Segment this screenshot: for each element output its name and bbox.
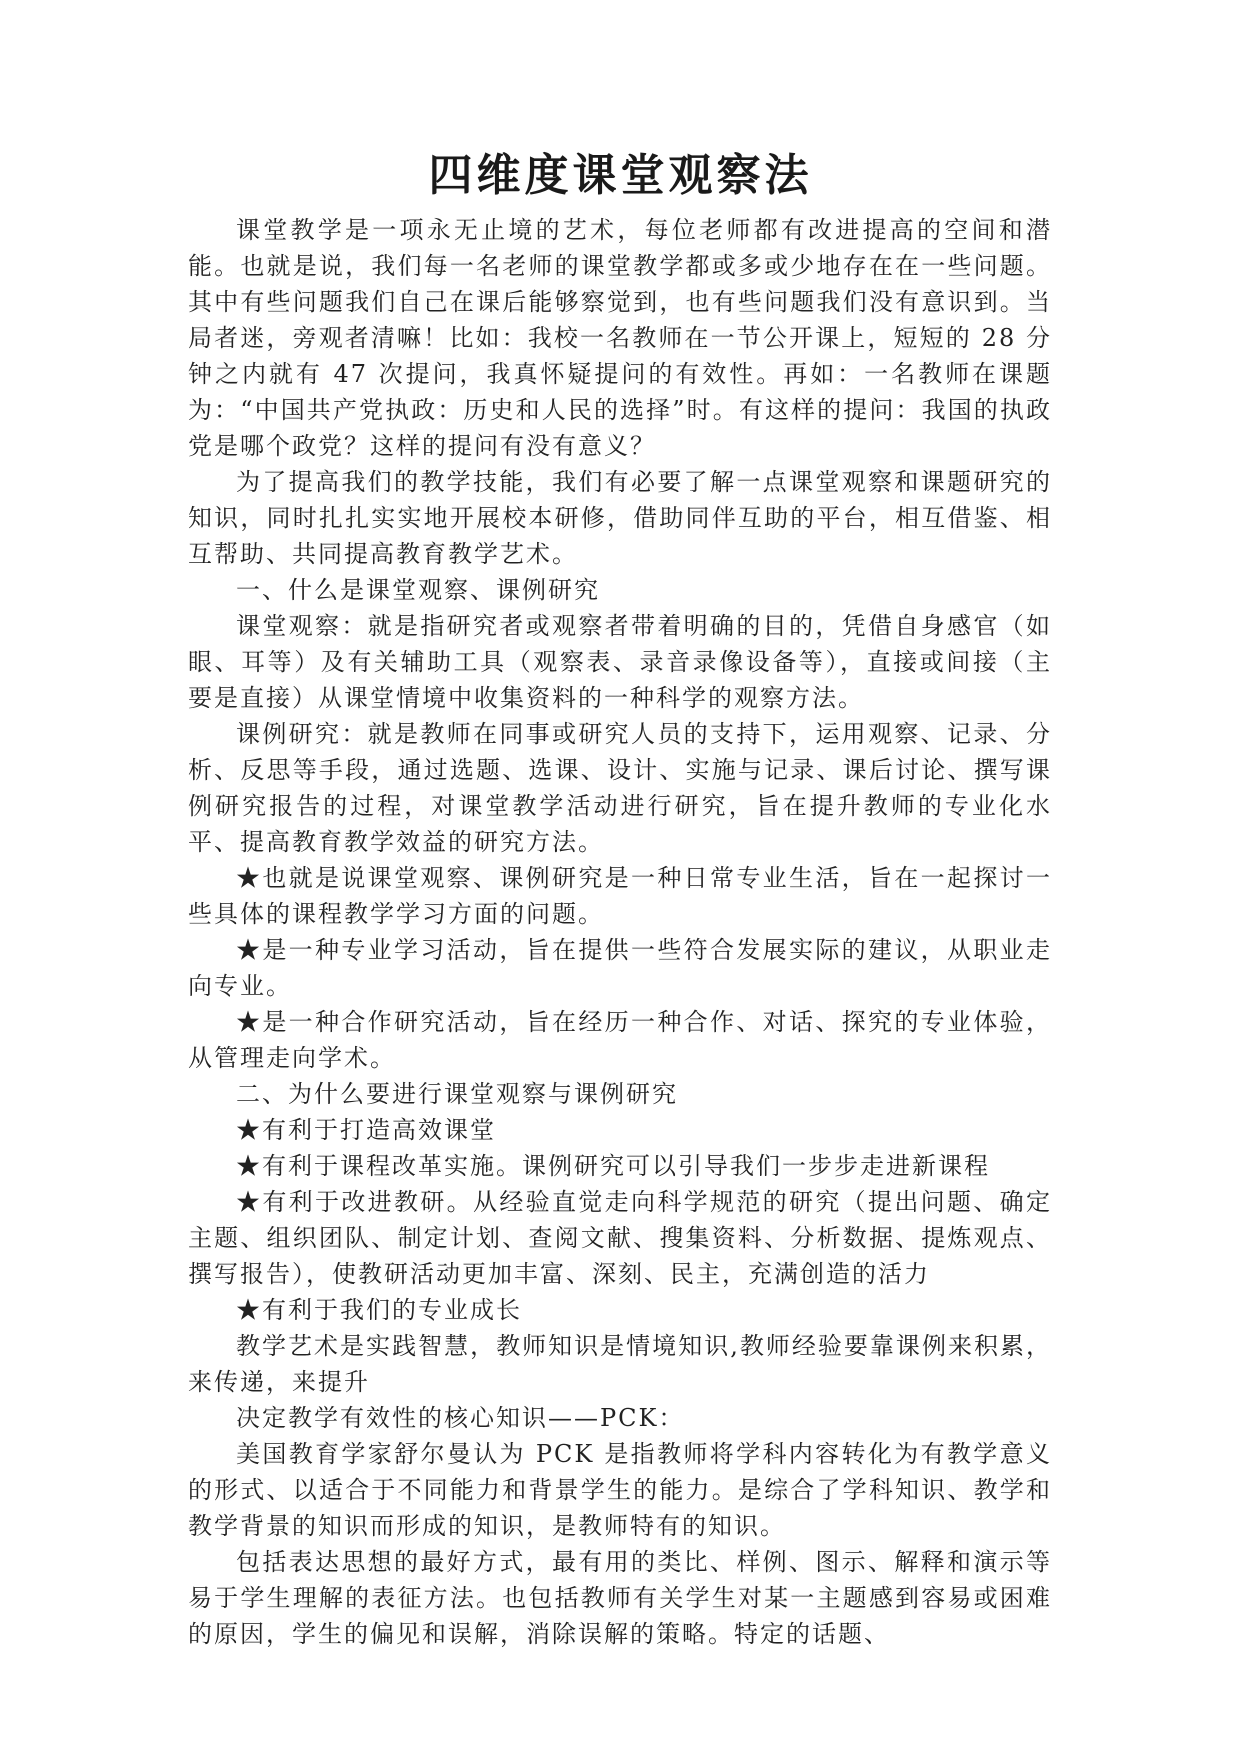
document-body <box>188 212 1052 1652</box>
star-bullet-item: ★有利于我们的专业成长 <box>236 1296 522 1324</box>
section-heading: 二、为什么要进行课堂观察与课例研究 <box>236 1080 678 1108</box>
star-bullet-item: ★有利于打造高效课堂 <box>236 1116 496 1144</box>
star-bullet-item: ★有利于课程改革实施。课例研究可以引导我们一步步走进新课程 <box>236 1152 990 1180</box>
paragraph: 决定教学有效性的核心知识——PCK： <box>236 1404 685 1432</box>
paragraph: 课堂教学是一项永无止境的艺术，每位老师都有改进提高的空间和潜能。也就是说，我们每一名老师的课堂教学都或多或少地存在在一些问题。其中有些问题我们自己在课后能够察觉到，也有些问题我们没有意识到。当局者迷，旁观者清嘛！比如：我校一名教师在一节公开课上，短短的 28 分钟之内就有 47 次提问，我真怀疑提问的有效性。再如：一名教师在课题为：“中国共产党执政：历史和人民的选择”时。有这样的提问：我国的执政党是哪个政党？这样的提问有没有意义？ <box>188 216 1052 460</box>
paragraph: 教学艺术是实践智慧，教师知识是情境知识,教师经验要靠课例来积累，来传递，来提升 <box>188 1332 1052 1396</box>
document-title: 四维度课堂观察法 <box>428 150 813 201</box>
star-bullet-item: ★也就是说课堂观察、课例研究是一种日常专业生活，旨在一起探讨一些具体的课程教学学习方面的问题。 <box>188 864 1052 928</box>
star-bullet-item: ★是一种专业学习活动，旨在提供一些符合发展实际的建议，从职业走向专业。 <box>188 936 1052 1000</box>
paragraph: 课堂观察：就是指研究者或观察者带着明确的目的，凭借自身感官（如眼、耳等）及有关辅助工具（观察表、录音录像设备等），直接或间接（主要是直接）从课堂情境中收集资料的一种科学的观察方法。 <box>188 612 1052 712</box>
section-heading: 一、什么是课堂观察、课例研究 <box>236 576 600 604</box>
paragraph: 包括表达思想的最好方式，最有用的类比、样例、图示、解释和演示等易于学生理解的表征方法。也包括教师有关学生对某一主题感到容易或困难的原因，学生的偏见和误解，消除误解的策略。特定的话题、 <box>188 1548 1052 1648</box>
paragraph: 课例研究：就是教师在同事或研究人员的支持下，运用观察、记录、分析、反思等手段，通过选题、选课、设计、实施与记录、课后讨论、撰写课例研究报告的过程，对课堂教学活动进行研究，旨在提升教师的专业化水平、提高教育教学效益的研究方法。 <box>188 720 1052 856</box>
star-bullet-item: ★是一种合作研究活动，旨在经历一种合作、对话、探究的专业体验，从管理走向学术。 <box>188 1008 1052 1072</box>
star-bullet-item: ★有利于改进教研。从经验直觉走向科学规范的研究（提出问题、确定主题、组织团队、制定计划、查阅文献、搜集资料、分析数据、提炼观点、撰写报告），使教研活动更加丰富、深刻、民主，充满创造的活力 <box>188 1188 1052 1288</box>
paragraph: 美国教育学家舒尔曼认为 PCK 是指教师将学科内容转化为有教学意义的形式、以适合于不同能力和背景学生的能力。是综合了学科知识、教学和教学背景的知识而形成的知识，是教师特有的知识。 <box>188 1440 1052 1540</box>
paragraph: 为了提高我们的教学技能，我们有必要了解一点课堂观察和课题研究的知识，同时扎扎实实地开展校本研修，借助同伴互助的平台，相互借鉴、相互帮助、共同提高教育教学艺术。 <box>188 468 1052 568</box>
